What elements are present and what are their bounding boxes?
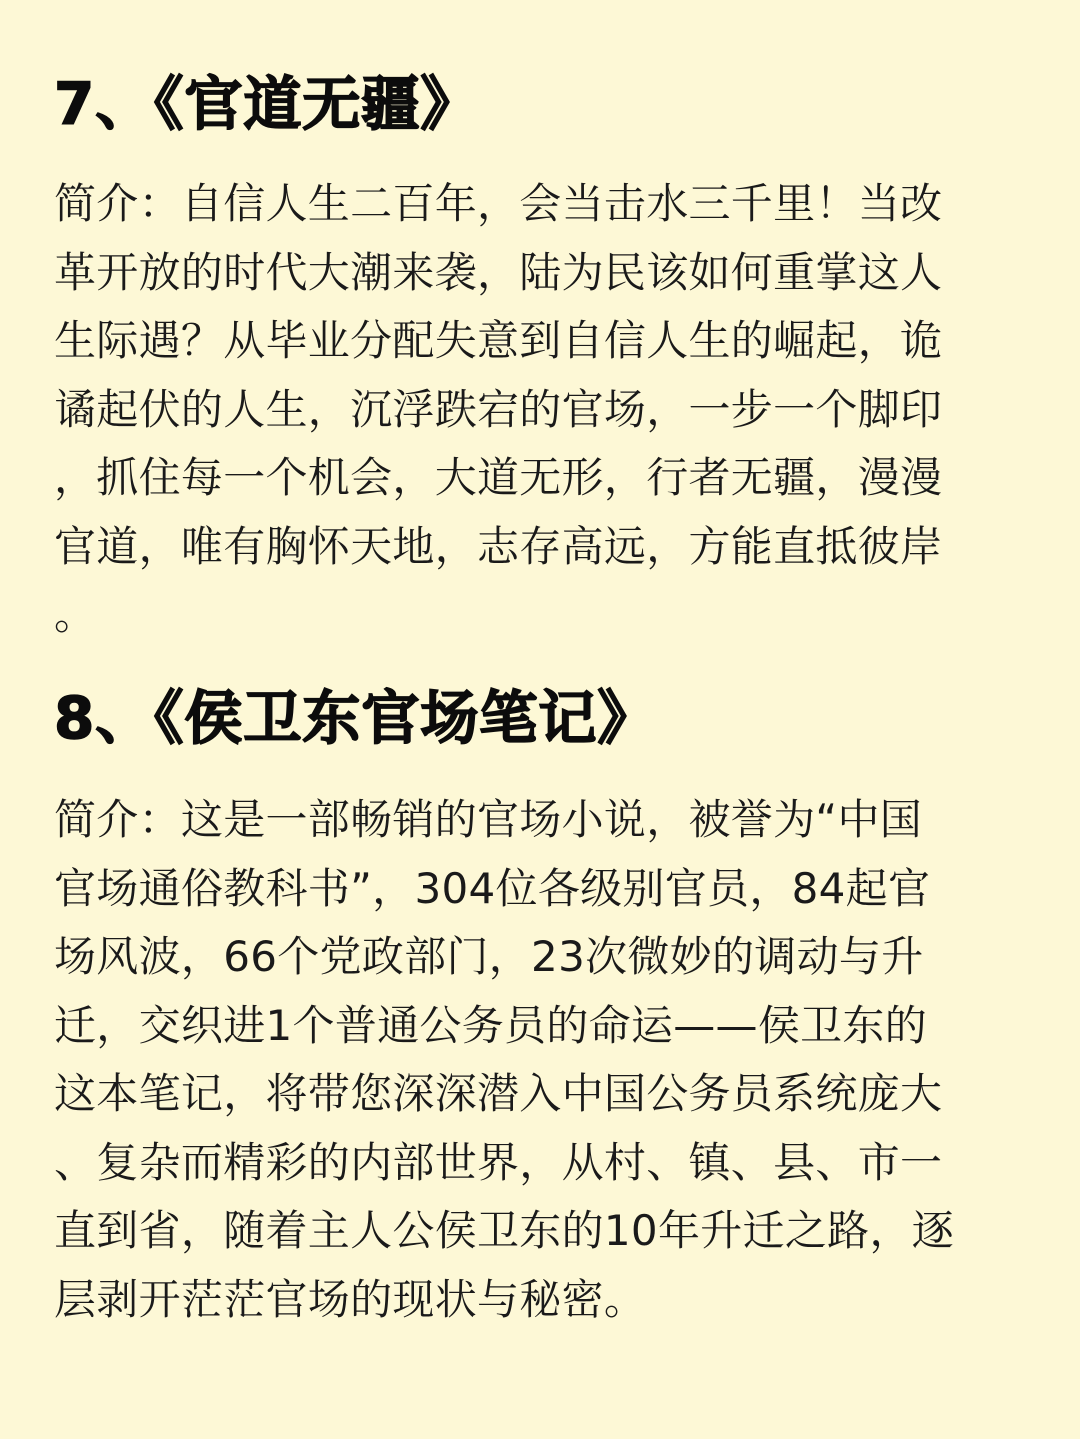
book-intro-7 <box>54 170 942 650</box>
book-title-7: 7、《官道无疆》 <box>54 70 480 138</box>
intro-line: 直到省，随着主人公侯卫东的10年升迁之路，逐 <box>54 1206 955 1255</box>
intro-line: 革开放的时代大潮来袭，陆为民该如何重掌这人 <box>54 247 943 297</box>
intro-line: 场风波，66个党政部门，23次微妙的调动与升 <box>54 932 924 981</box>
intro-line: 官道，唯有胸怀天地，志存高远，方能直抵彼岸 <box>54 521 943 571</box>
intro-line: 生际遇？从毕业分配失意到自信人生的崛起，诡 <box>54 316 943 365</box>
book-intro-8 <box>54 786 954 1334</box>
intro-line: 这本笔记，将带您深深潜入中国公务员系统庞大 <box>54 1069 943 1118</box>
intro-line: ，抓住每一个机会，大道无形，行者无疆，漫漫 <box>54 453 943 502</box>
intro-line: 层剥开茫茫官场的现状与秘密。 <box>54 1274 647 1324</box>
intro-line: 。 <box>54 590 97 639</box>
intro-line: 官场通俗教科书”，304位各级别官员，84起官 <box>54 863 931 913</box>
intro-line: 谲起伏的人生，沉浮跌宕的官场，一步一个脚印 <box>54 384 943 434</box>
intro-line: 迁，交织进1个普通公务员的命运——侯卫东的 <box>54 1000 928 1050</box>
book-title-8: 8、《侯卫东官场笔记》 <box>54 684 657 752</box>
intro-line: 、复杂而精彩的内部世界，从村、镇、县、市一 <box>54 1137 943 1187</box>
intro-line: 简介：自信人生二百年，会当击水三千里！当改 <box>54 179 943 228</box>
intro-line: 简介：这是一部畅销的官场小说，被誉为“中国 <box>54 795 923 844</box>
